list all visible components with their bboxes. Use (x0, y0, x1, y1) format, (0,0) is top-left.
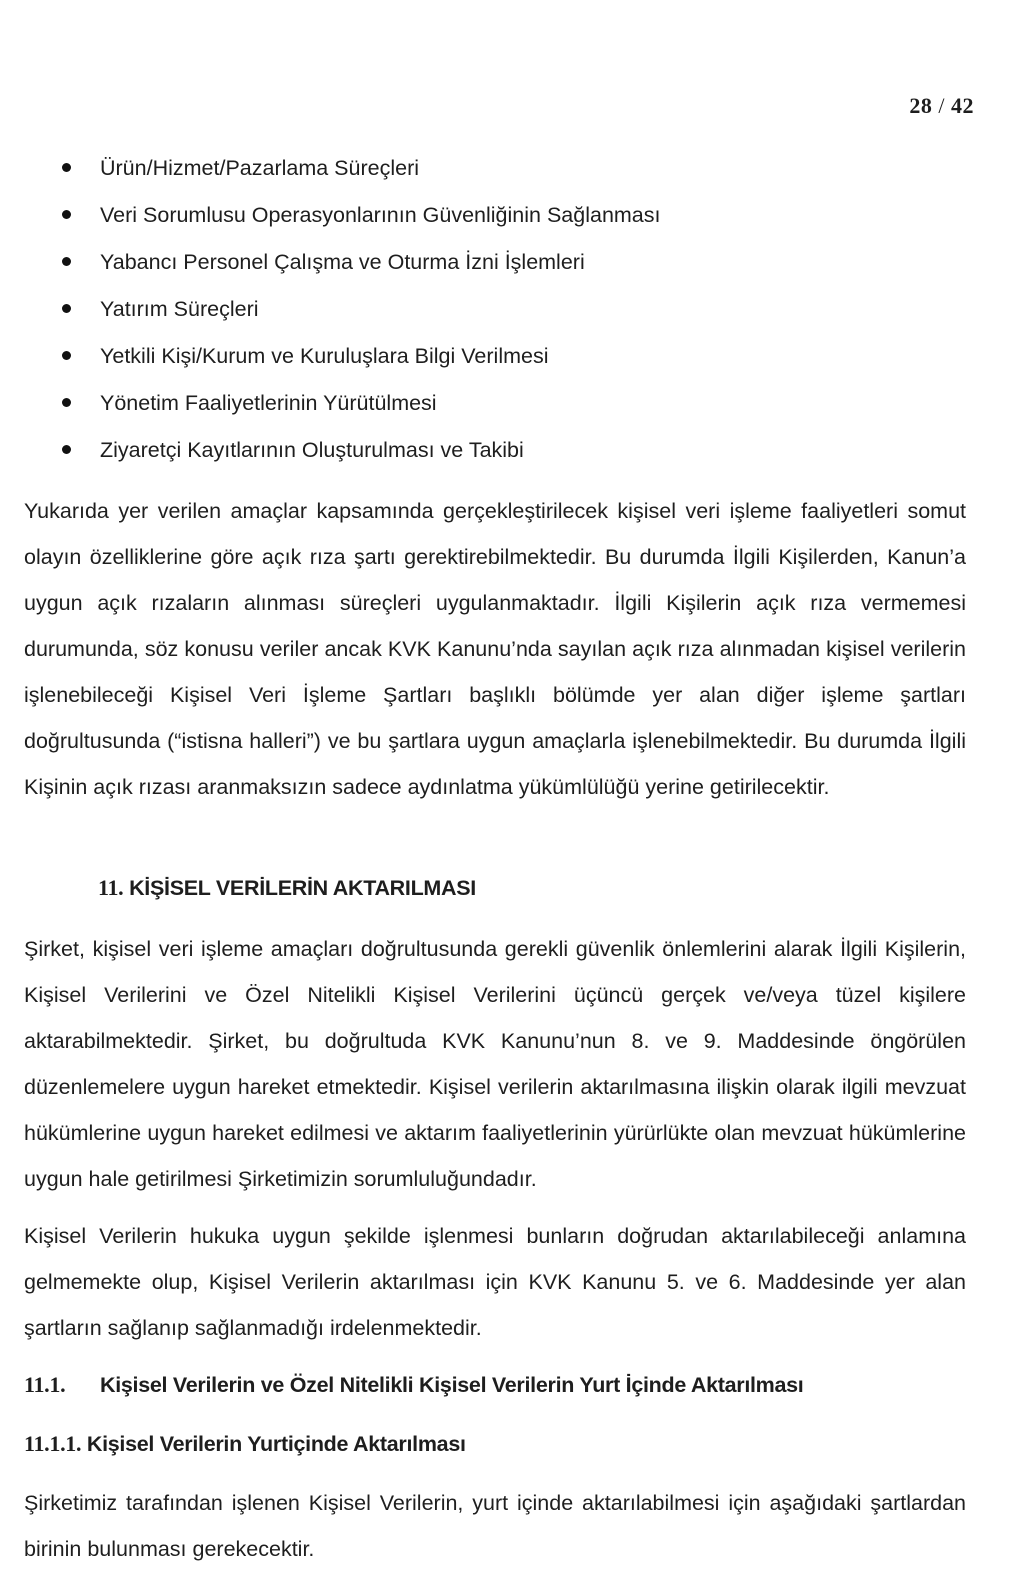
bullet-icon (62, 304, 71, 313)
section-heading-data-transfer (98, 868, 476, 908)
subsubsection-heading-personal-data-domestic (24, 1424, 466, 1464)
list-item-text: Yatırım Süreçleri (100, 297, 259, 321)
list-item (0, 148, 1020, 195)
domestic-transfer-paragraph: Şirketimiz tarafından işlenen Kişisel Verilerin, yurt içinde aktarılabilmesi için aşağıdaki şartlardan birinin bulunması gerekecektir. (24, 1491, 966, 1561)
section-title: KİŞİSEL VERİLERİN AKTARILMASI (129, 876, 476, 900)
subsection-heading-domestic-transfer (24, 1365, 803, 1405)
page-current: 28 (909, 93, 933, 118)
explicit-consent-paragraph: Yukarıda yer verilen amaçlar kapsamında gerçekleştirilecek kişisel veri işleme faaliyetleri somut olayın özelliklerine göre açık rıza şartı gerektirebilmektedir. Bu durumda İlgili Kişilerden, Kanun’a uygun açık rızaların alınması süreçleri uygulanmaktadır. İlgili Kişilerin açık rıza vermemesi durumunda, söz konusu veriler ancak KVK Kanunu’nda sayılan açık rıza alınmadan kişisel verilerin işlenebileceği Kişisel Veri İşleme Şartları başlıklı bölümde yer alan diğer işleme şartları doğrultusunda (“istisna halleri”) ve bu şartlara uygun amaçlarla işlenebilmektedir. Bu durumda İlgili Kişinin açık rızası aranmaksızın sadece aydınlatma yükümlülüğü yerine getirilecektir. (24, 499, 966, 799)
list-item-text: Yönetim Faaliyetlerinin Yürütülmesi (100, 391, 437, 415)
subsection-number: 11.1. (24, 1372, 66, 1397)
list-item (0, 383, 1020, 430)
subsubsection-number: 11.1.1. (24, 1431, 82, 1456)
list-item (0, 430, 1020, 477)
subsection-title: Kişisel Verilerin ve Özel Nitelikli Kişisel Verilerin Yurt İçinde Aktarılması (100, 1373, 804, 1397)
list-item-text: Veri Sorumlusu Operasyonlarının Güvenliğinin Sağlanması (100, 203, 661, 227)
page-number (909, 93, 974, 119)
page-separator: / (938, 93, 945, 118)
section-number: 11. (98, 875, 124, 900)
transfer-intro-paragraph: Şirket, kişisel veri işleme amaçları doğrultusunda gerekli güvenlik önlemlerini alarak İlgili Kişilerin, Kişisel Verilerini ve Özel Nitelikli Kişisel Verilerini üçüncü gerçek ve/veya tüzel kişilere aktarabilmektedir. Şirket, bu doğrultuda KVK Kanunu’nun 8. ve 9. Maddesinde öngörülen düzenlemelere uygun hareket etmektedir. Kişisel verilerin aktarılmasına ilişkin olarak ilgili mevzuat hükümlerine uygun hareket edilmesi ve aktarım faaliyetlerinin yürürlükte olan mevzuat hükümlerine uygun hale getirilmesi Şirketimizin sorumluluğundadır. (24, 937, 966, 1191)
page-total: 42 (951, 93, 974, 118)
bullet-icon (62, 351, 71, 360)
list-item-text: Yabancı Personel Çalışma ve Oturma İzni İşlemleri (100, 250, 585, 274)
bullet-icon (62, 445, 71, 454)
bullet-icon (62, 257, 71, 266)
bullet-icon (62, 210, 71, 219)
purpose-bullet-list (0, 148, 1020, 477)
list-item (0, 195, 1020, 242)
list-item-text: Ürün/Hizmet/Pazarlama Süreçleri (100, 156, 420, 180)
subsubsection-title: Kişisel Verilerin Yurtiçinde Aktarılması (86, 1432, 466, 1456)
list-item-text: Yetkili Kişi/Kurum ve Kuruluşlara Bilgi Verilmesi (100, 344, 549, 368)
list-item-text: Ziyaretçi Kayıtlarının Oluşturulması ve Takibi (100, 438, 524, 462)
list-item (0, 336, 1020, 383)
transfer-conditions-paragraph: Kişisel Verilerin hukuka uygun şekilde işlenmesi bunların doğrudan aktarılabileceği anlamına gelmemekte olup, Kişisel Verilerin aktarılması için KVK Kanunu 5. ve 6. Maddesinde yer alan şartların sağlanıp sağlanmadığı irdelenmektedir. (24, 1224, 966, 1340)
list-item (0, 242, 1020, 289)
bullet-icon (62, 163, 71, 172)
bullet-icon (62, 398, 71, 407)
list-item (0, 289, 1020, 336)
